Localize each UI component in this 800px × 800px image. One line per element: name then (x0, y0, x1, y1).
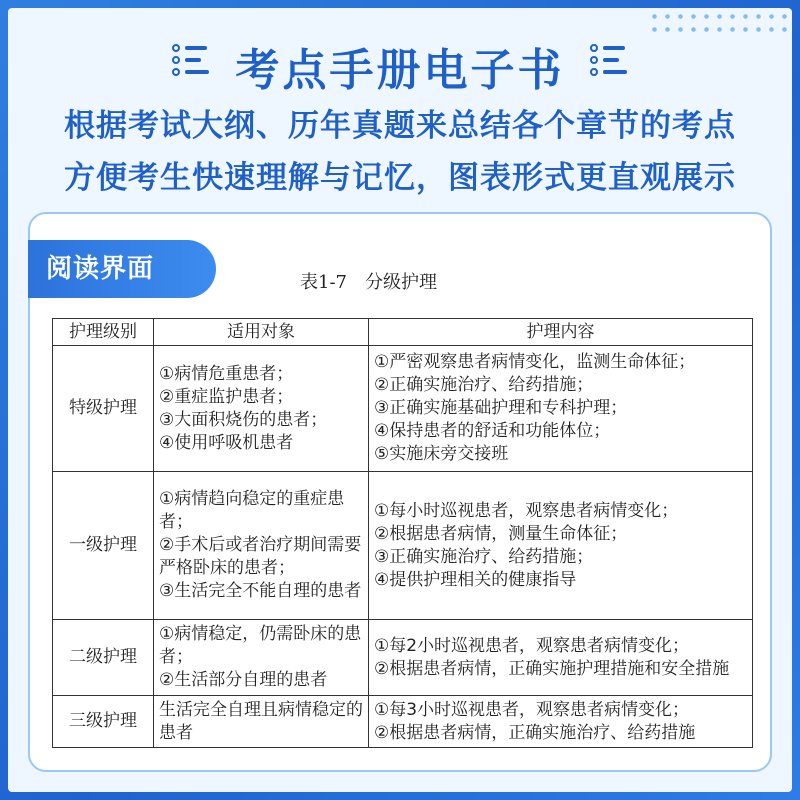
targets-cell (154, 696, 369, 748)
content-item: ③正确实施基础护理和专科护理； (374, 398, 628, 418)
column-header-level: 护理级别 (53, 319, 154, 346)
table-row (53, 346, 753, 472)
targets-cell (154, 472, 369, 620)
content-item: ①每小时巡视患者，观察患者病情变化； (374, 500, 679, 521)
level-cell: 三级护理 (53, 696, 154, 748)
column-header-targets: 适用对象 (154, 319, 369, 346)
targets-cell (154, 346, 369, 472)
content-item: ⑤实施床旁交接班 (374, 444, 509, 464)
content-item: ②根据患者病情，正确实施护理措施和安全措施 (374, 658, 730, 679)
reading-view-tab: 阅读界面 (28, 240, 216, 298)
contents-cell (369, 696, 753, 748)
target-item: ④使用呼吸机患者 (159, 432, 294, 453)
content-item: ②根据患者病情，测量生命体征； (374, 523, 628, 544)
content-item: ①每3小时巡视患者，观察患者病情变化； (374, 699, 690, 720)
content-item: ①每2小时巡视患者，观察患者病情变化； (374, 635, 690, 656)
target-item: ①病情趋向稳定的重症患者； (159, 489, 345, 532)
list-icon-right (590, 44, 628, 84)
target-item: ②重症监护患者； (159, 386, 294, 407)
target-item: ①病情稳定，仍需卧床的患者； (159, 624, 362, 667)
contents-cell (369, 346, 753, 472)
table-row (53, 620, 753, 696)
content-item: ④保持患者的舒适和功能体位； (374, 421, 611, 441)
target-item: ②手术后或者治疗期间需要严格卧床的患者； (159, 535, 362, 578)
content-item: ②正确实施治疗、给药措施； (374, 375, 594, 395)
target-item: ③大面积烧伤的患者； (159, 409, 328, 430)
table-caption: 表1-7 分级护理 (300, 272, 437, 293)
page-title: 考点手册电子书 (235, 45, 565, 96)
targets-cell (154, 620, 369, 696)
table-row (53, 696, 753, 748)
column-header-contents: 护理内容 (369, 319, 753, 346)
content-item: ③正确实施治疗、给药措施； (374, 546, 594, 567)
target-item: ②生活部分自理的患者 (159, 670, 328, 690)
table-row (53, 472, 753, 620)
nursing-level-table (52, 318, 753, 748)
contents-cell (369, 620, 753, 696)
target-item: ③生活完全不能自理的患者 (159, 581, 362, 601)
level-cell: 特级护理 (53, 346, 154, 472)
table-header-row (53, 319, 753, 346)
content-item: ④提供护理相关的健康指导 (374, 569, 577, 590)
level-cell: 二级护理 (53, 620, 154, 696)
level-cell: 一级护理 (53, 472, 154, 620)
content-item: ①严密观察患者病情变化，监测生命体征； (374, 352, 696, 372)
target-item: 生活完全自理且病情稳定的患者 (159, 699, 363, 743)
content-item: ②根据患者病情，正确实施治疗、给药措施 (374, 722, 696, 743)
subtitle-line-1: 根据考试大纲、历年真题来总结各个章节的考点 (64, 108, 736, 144)
contents-cell (369, 472, 753, 620)
target-item: ①病情危重患者； (159, 363, 294, 384)
subtitle-line-2: 方便考生快速理解与记忆，图表形式更直观展示 (64, 160, 736, 196)
